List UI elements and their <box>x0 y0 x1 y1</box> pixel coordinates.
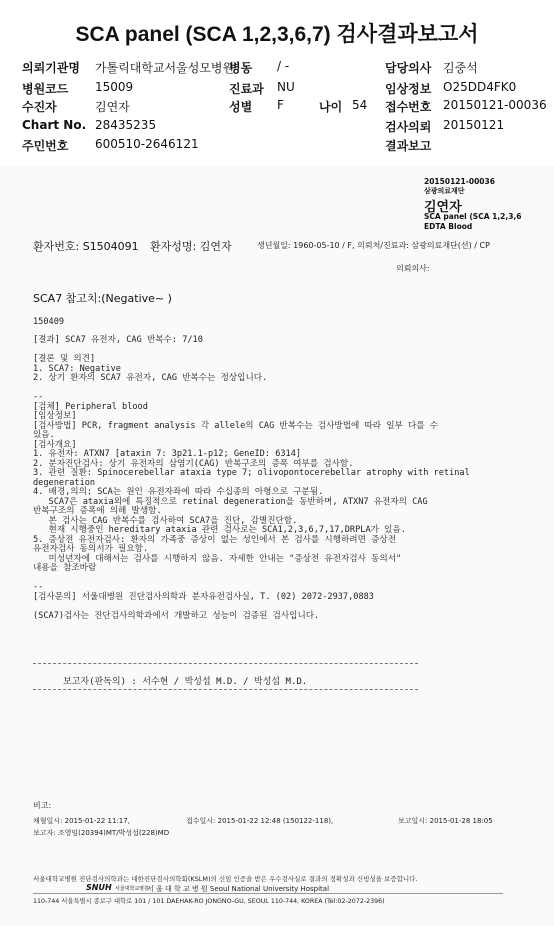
clinical-info-label: 임상정보 <box>385 82 432 96</box>
result-line: 미성년자에 대해서는 검사를 시행하지 않음. 자세한 안내는 "증상전 유전자검사 동의서" <box>33 553 402 564</box>
footer-cert: 서울대학교병원 진단검사의학과는 대한진단검사의학회(KSLM)의 신임 인증을 받은 우수검사실로 결과의 정확성과 신빙성을 보증합니다. <box>33 875 418 883</box>
result-line: [결과] SCA7 유전자, CAG 반복수: 7/10 <box>33 335 203 345</box>
ordering-doctor: 의뢰의사: <box>396 264 430 273</box>
chart-label: Chart No. <box>22 118 87 132</box>
footer-hospital: 서 울 대 학 교 병 원 Seoul National University Hospital <box>147 885 330 893</box>
result-line <box>33 346 470 356</box>
ssn-value: 600510-2646121 <box>95 137 199 151</box>
separator-bottom <box>33 689 418 690</box>
patient-name: 환자성명: 김연자 <box>150 240 232 253</box>
result-line: 1. SCA7: Negative <box>33 363 121 374</box>
result-line: 있음. <box>33 430 55 440</box>
snuh-logo-sub: 서울대학교병원 <box>115 886 149 892</box>
result-line: 4. 배경,의의: SCA는 원인 유전자좌에 따라 수십종의 아형으로 구분됨. <box>33 487 324 497</box>
hospital-code-value: 15009 <box>95 80 134 94</box>
separator-top <box>33 663 418 664</box>
patient-meta: 생년월일: 1960-05-10 / F, 의뢰처/진료과: 삼광의료재단(선) / CP <box>257 241 490 250</box>
result-line: degeneration <box>33 477 96 488</box>
remarks-label: 비고: <box>33 801 52 810</box>
received-time: 접수일시: 2015-01-22 12:48 (150122-118), <box>186 817 334 825</box>
report-label: 결과보고 <box>385 139 432 153</box>
sex-label: 성별 <box>229 100 253 114</box>
dept-value: NU <box>277 80 295 94</box>
age-label: 나이 <box>319 100 343 114</box>
result-line: [검체] Peripheral blood <box>33 401 148 412</box>
request-value: 20150121 <box>443 118 505 132</box>
result-line <box>33 574 470 584</box>
result-line: (SCA7)검사는 진단검사의학과에서 개발하고 성능이 검증된 검사입니다. <box>33 610 320 621</box>
ward-value: / - <box>277 59 290 73</box>
test-code: 150409 <box>33 317 65 327</box>
institution-label: 의뢰기관명 <box>22 61 80 75</box>
collected-time: 채혈일시: 2015-01-22 11:17, <box>33 817 130 825</box>
result-line: SCA7은 ataxia외에 특징적으로 retinal degeneration을 동반하며, ATXN7 유전자의 CAG <box>33 496 428 507</box>
result-line: -- <box>33 392 44 402</box>
result-line: 현재 시행중인 hereditary ataxia 관련 검사로는 SCA1,2,3,6,7,17,DRPLA가 있음. <box>33 525 406 535</box>
result-line: [검사문의] 서울대병원 진단검사의학과 분자유전검사실, T. (02) 2072-2937,0883 <box>33 591 374 602</box>
sex-value: F <box>277 98 284 112</box>
request-label: 검사의뢰 <box>385 120 432 134</box>
ssn-label: 주민번호 <box>22 139 69 153</box>
ward-label: 병동 <box>229 61 253 75</box>
result-line: [검사개요] <box>33 439 77 450</box>
chart-value: 28435235 <box>95 118 157 132</box>
result-line: [검사방법] PCR, fragment analysis 각 allele의 CAG 반복수는 검사방법에 따라 일부 다를 수 <box>33 420 439 431</box>
label-specimen: EDTA Blood <box>424 222 473 231</box>
label-name: 김연자 <box>424 200 462 215</box>
result-line: 2. 분자진단검사: 상기 유전자의 삼염기(CAG) 반복구조의 증폭 여부를 검사함. <box>33 458 354 469</box>
reference-title: SCA7 참고치:(Negative~ ) <box>33 292 172 305</box>
result-line: 본 검사는 CAG 반복수를 검사하여 SCA7을 진단, 감별진단함. <box>33 515 298 526</box>
result-line: [임상정보] <box>33 411 77 421</box>
patient-label: 수진자 <box>22 100 57 114</box>
clinical-info-value: O25DD4FK0 <box>443 80 517 94</box>
snuh-logo: SNUH <box>86 883 112 892</box>
result-line: 유전자검사 동의서가 필요함. <box>33 544 149 554</box>
dept-label: 진료과 <box>229 82 264 96</box>
label-panel: SCA panel (SCA 1,2,3,6 <box>424 212 522 221</box>
doctor-value: 김중석 <box>443 61 478 75</box>
result-line <box>33 384 470 394</box>
receipt-label: 접수번호 <box>385 100 432 114</box>
institution-value: 가톨릭대학교서울성모병원 <box>95 61 235 75</box>
label-org: 삼광의료재단 <box>424 187 465 195</box>
result-line: 반복구조의 증폭에 의해 발생함. <box>33 506 162 516</box>
patient-value: 김연자 <box>95 100 130 114</box>
patient-number: 환자번호: S1504091 <box>33 240 139 253</box>
result-line: 3. 관련 질환: Spinocerebellar ataxia type 7; olivopontocerebellar atrophy with retinal <box>33 468 470 478</box>
footer-rule <box>33 893 503 894</box>
result-line: 내용을 참조바람 <box>33 563 97 573</box>
result-body <box>33 336 470 621</box>
age-value: 54 <box>352 98 368 112</box>
footer-address: 110-744 서울특별시 종로구 대학로 101 / 101 DAEHAK-RO JONGNO-GU, SEOUL 110-744, KOREA (Tel:02-2072-2396) <box>33 898 385 905</box>
hospital-code-label: 병원코드 <box>22 82 69 96</box>
report-title: SCA panel (SCA 1,2,3,6,7) 검사결과보고서 <box>75 23 479 46</box>
reporters: 보고자(판독의) : 서수현 / 박성섭 M.D. / 박성섭 M.D. <box>63 677 308 687</box>
reporter-line: 보고자: 조영임(20394)MT/박성섭(228)MD <box>33 829 170 837</box>
label-date: 20150121-00036 <box>424 177 495 186</box>
result-line: 2. 상기 환자의 SCA7 유전자, CAG 반복수는 정상입니다. <box>33 373 268 383</box>
reported-time: 보고일시: 2015-01-28 18:05 <box>398 817 493 825</box>
result-line: [결론 및 의견] <box>33 354 96 364</box>
result-line: 1. 유전자: ATXN7 [ataxin 7: 3p21.1-p12; GeneID: 6314] <box>33 449 302 459</box>
doctor-label: 담당의사 <box>385 61 432 75</box>
result-line: -- <box>33 582 44 592</box>
result-line: 5. 증상전 유전자검사: 환자의 가족중 증상이 없는 성인에서 본 검사를 시행하려면 증상전 <box>33 534 396 545</box>
receipt-value: 20150121-00036 <box>443 98 547 112</box>
